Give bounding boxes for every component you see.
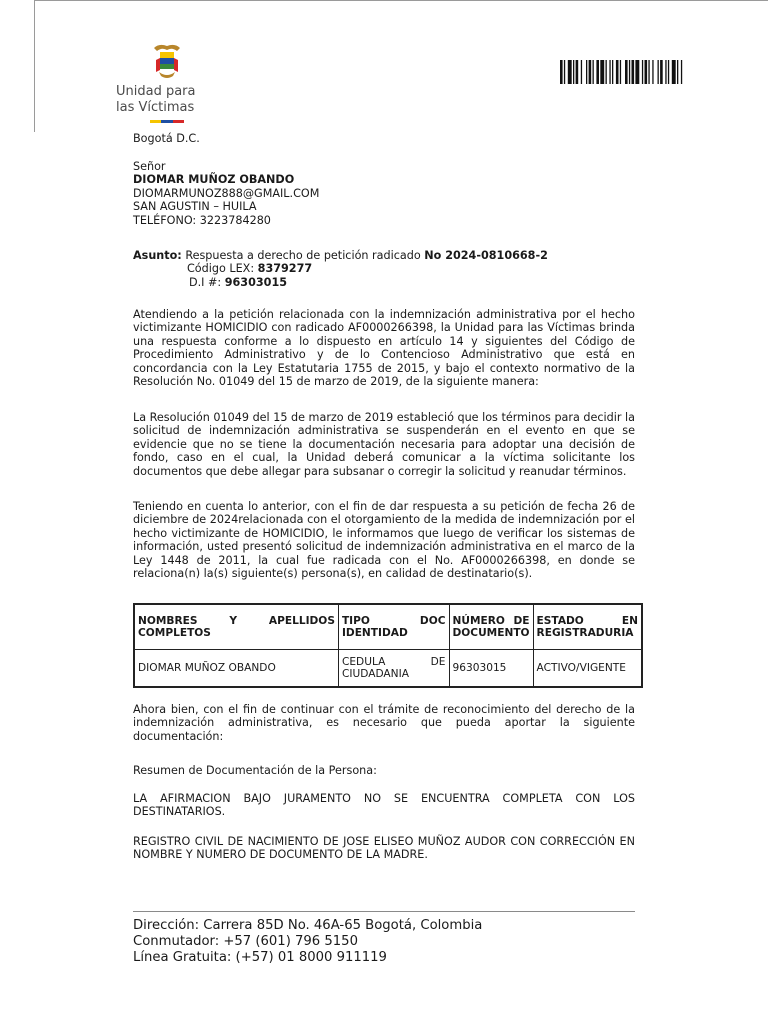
di-value: 96303015	[224, 275, 288, 289]
left-rule	[34, 0, 35, 132]
subject-radicado: No 2024-0810668-2	[424, 249, 548, 262]
destinatarios-table	[133, 603, 643, 688]
subject-text: Respuesta a derecho de petición radicado	[185, 249, 421, 262]
subject-block	[133, 249, 635, 289]
paragraph-5: Resumen de Documentación de la Persona:	[133, 764, 377, 777]
paragraph-2: La Resolución 01049 del 15 de marzo de 2019 estableció que los términos para decidir la solicitud de indemnización administrativa se suspenderán en el evento en que se evidencie que no se tiene la documentación necesaria para adoptar una decisión de fondo, caso en el cual, la Unidad deberá comunicar a la víctima solicitante los documentos que debe allegar para subsanar o corregir la solicitud y reanudar términos.	[133, 411, 635, 478]
recipient-phone: TELÉFONO: 3223784280	[133, 213, 271, 227]
recipient-email: DIOMARMUNOZ888@GMAIL.COM	[133, 186, 320, 200]
cell-numero: 96303015	[449, 650, 533, 688]
footer-toll-free: Línea Gratuita: (+57) 01 8000 911119	[133, 950, 387, 965]
table-header-row	[134, 604, 642, 650]
header-numero: NÚMERO DE DOCUMENTO	[449, 604, 533, 650]
footer-rule	[133, 911, 635, 912]
salutation: Señor	[133, 160, 166, 173]
unidad-victimas-logo	[110, 40, 220, 126]
cell-nombre: DIOMAR MUÑOZ OBANDO	[134, 650, 338, 688]
flag-bar	[150, 120, 184, 123]
subject-label: Asunto:	[133, 249, 182, 262]
subject-line	[133, 249, 635, 262]
logo-text	[116, 84, 196, 116]
table-row	[134, 650, 642, 688]
city: Bogotá D.C.	[133, 132, 200, 145]
cell-estado: ACTIVO/VIGENTE	[533, 650, 642, 688]
footer-address: Dirección: Carrera 85D No. 46A-65 Bogotá, Colombia	[133, 918, 483, 933]
recipient-location: SAN AGUSTIN – HUILA	[133, 200, 257, 214]
logo-line-2: las Víctimas	[116, 100, 195, 115]
lex-label: Código LEX:	[187, 262, 255, 276]
logo-line-1: Unidad para	[116, 84, 196, 99]
footer-switchboard: Conmutador: +57 (601) 796 5150	[133, 934, 358, 949]
di-label: D.I #:	[189, 275, 222, 289]
header-estado: ESTADO EN REGISTRADURIA	[533, 604, 642, 650]
header-tipo-doc: TIPO DOC IDENTIDAD	[338, 604, 449, 650]
recipient-name: DIOMAR MUÑOZ OBANDO	[133, 173, 295, 187]
header-nombres: NOMBRES Y APELLIDOS COMPLETOS	[134, 604, 338, 650]
lex-value: 8379277	[257, 262, 313, 276]
recipient-block	[133, 160, 635, 227]
cell-tipo-doc: CEDULA DE CIUDADANIA	[338, 650, 449, 688]
paragraph-1: Atendiendo a la petición relacionada con la indemnización administrativa por el hecho victimizante HOMICIDIO con radicado AF0000266398, la Unidad para las Víctimas brinda una respuesta conforme a lo dispuesto en artículo 14 y siguientes del Código de Procedimiento Administrativo y de lo Contencioso Administrativo que está en concordancia con la Ley Estatutaria 1755 de 2015, y bajo el contexto normativo de la Resolución No. 01049 del 15 de marzo de 2019, de la siguiente manera:	[133, 308, 635, 389]
paragraph-7: REGISTRO CIVIL DE NACIMIENTO DE JOSE ELISEO MUÑOZ AUDOR CON CORRECCIÓN EN NOMBRE Y NUMERO DE DOCUMENTO DE LA MADRE.	[133, 835, 635, 862]
paragraph-3: Teniendo en cuenta lo anterior, con el fin de dar respuesta a su petición de fecha 26 de diciembre de 2024relacionada con el otorgamiento de la medida de indemnización por el hecho victimizante de HOMICIDIO, le informamos que luego de verificar los sistemas de información, usted presentó solicitud de indemnización administrativa en el marco de la Ley 1448 de 2011, la cual fue radicada con el No. AF0000266398, en donde se relaciona(n) la(s) siguiente(s) persona(s), en calidad de destinatario(s).	[133, 500, 635, 581]
top-rule	[34, 0, 768, 1]
lex-line	[133, 262, 635, 275]
barcode-icon	[560, 60, 718, 84]
emblem-icon	[150, 42, 184, 82]
di-line	[133, 276, 635, 289]
paragraph-6: LA AFIRMACION BAJO JURAMENTO NO SE ENCUENTRA COMPLETA CON LOS DESTINATARIOS.	[133, 792, 635, 819]
paragraph-4: Ahora bien, con el fin de continuar con el trámite de reconocimiento del derecho de la indemnización administrativa, es necesario que pueda aportar la siguiente documentación:	[133, 703, 635, 743]
